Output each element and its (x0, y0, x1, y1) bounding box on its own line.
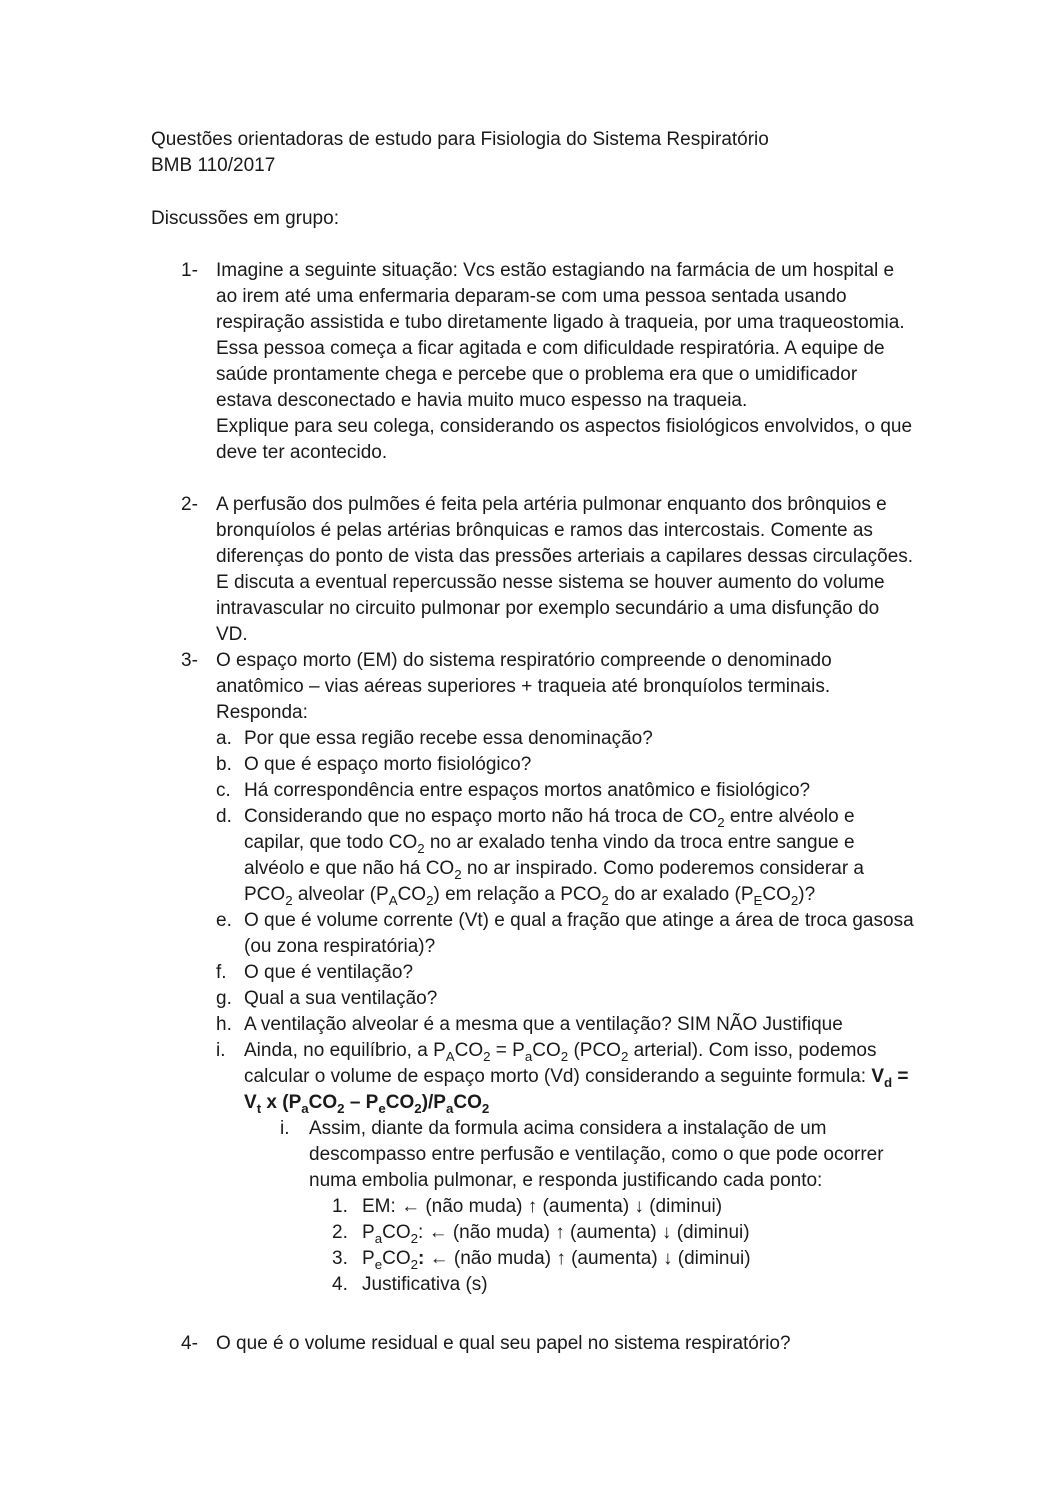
sub-question-h: h. A ventilação alveolar é a mesma que a ventilação? SIM NÃO Justifique (216, 1014, 843, 1035)
question-paragraph: Responda: (216, 702, 308, 723)
sub-question-i-i: i. Assim, diante da formula acima considera a instalação de um descompasso entre perfusão e ventilação, como o que pode ocorrer numa embolia pulmonar, e responda justificando cada ponto: (280, 1118, 884, 1191)
sub-question-d: d. Considerando que no espaço morto não há troca de $CO_2$ entre alvéolo e capilar, que todo $CO_2$ no ar exalado tenha vindo da troca entre sangue e alvéolo e que não há $CO_2$ no ar inspirado. Como poderemos considerar a $PCO_2$ alveolar $(P_ACO_2)$ em relação a $PCO_2$ do ar exalado $(P_ECO_2)$? (216, 806, 865, 908)
question-number: 3- (181, 650, 198, 671)
answer-option-3: 3. $P_eCO_2$: ← (não muda) ↑ (aumenta) ↓ (diminui) (332, 1248, 751, 1272)
question-4 (181, 1331, 916, 1357)
sub-question-b: b. O que é espaço morto fisiológico? (216, 754, 532, 775)
sub-question-f: f. O que é ventilação? (216, 962, 414, 983)
dead-space-formula: $V_d = V_t$ x $(P_aCO_2 - P_eCO_2)/P_aCO_2$ (244, 1066, 909, 1116)
question-number: 2- (181, 494, 198, 515)
question-paragraph: Essa pessoa começa a ficar agitada e com dificuldade respiratória. A equipe de saúde prontamente chega e percebe que o problema era que o umidificador estava desconectado e havia muito muco espesso na traqueia. (216, 338, 885, 411)
section-heading: Discussões em grupo: (151, 208, 339, 229)
question-paragraph: A perfusão dos pulmões é feita pela artéria pulmonar enquanto dos brônquios e bronquíolos é pelas artérias brônquicas e ramos das intercostais. Comente as diferenças do ponto de vista das pressões arteriais a capilares dessas circulações. E discuta a eventual repercussão nesse sistema se houver aumento do volume intravascular no circuito pulmonar por exemplo secundário a uma disfunção do VD. (216, 494, 914, 645)
question-paragraph: O espaço morto (EM) do sistema respiratório compreende o denominado anatômico – vias aéreas superiores + traqueia até bronquíolos terminais. (216, 650, 832, 697)
question-3 (181, 648, 916, 1298)
question-paragraph: Imagine a seguinte situação: Vcs estão estagiando na farmácia de um hospital e ao irem até uma enfermaria deparam-se com uma pessoa sentada usando respiração assistida e tubo diretamente ligado à traqueia, por uma traqueostomia. (216, 260, 905, 333)
sub-question-list (181, 726, 916, 1298)
sub-question-i: i. Ainda, no equilíbrio, a $P_ACO_2 = P_aCO_2$ ($PCO_2$ arterial). Com isso, podemos calcular o volume de espaço morto (Vd) considerando a seguinte formula: $V_d = V_t$ x $(P_aCO_2 - P_eCO_2)/P_aCO_2$ (216, 1040, 909, 1116)
answer-option-2: 2. $P_aCO_2$: ← (não muda) ↑ (aumenta) ↓ (diminui) (332, 1222, 750, 1246)
nested-list (181, 1116, 916, 1298)
sub-question-e: e. O que é volume corrente (Vt) e qual a fração que atinge a área de troca gasosa (ou zona respiratória)? (216, 910, 914, 957)
question-1 (181, 258, 916, 466)
document-title: Questões orientadoras de estudo para Fisiologia do Sistema Respiratório (151, 129, 769, 150)
course-code: BMB 110/2017 (151, 155, 276, 176)
question-paragraph: Explique para seu colega, considerando os aspectos fisiológicos envolvidos, o que deve ter acontecido. (216, 416, 913, 463)
sub-question-a: a. Por que essa região recebe essa denominação? (216, 728, 653, 749)
answer-option-1: 1. EM: ← (não muda) ↑ (aumenta) ↓ (diminui) (332, 1196, 723, 1217)
question-paragraph: O que é o volume residual e qual seu papel no sistema respiratório? (216, 1333, 791, 1354)
sub-question-c: c. Há correspondência entre espaços mortos anatômico e fisiológico? (216, 780, 811, 801)
sub-question-g: g. Qual a sua ventilação? (216, 988, 438, 1009)
question-number: 1- (181, 260, 198, 281)
question-number: 4- (181, 1333, 198, 1354)
question-2 (181, 492, 916, 648)
answer-option-4: 4. Justificativa (s) (332, 1274, 488, 1295)
